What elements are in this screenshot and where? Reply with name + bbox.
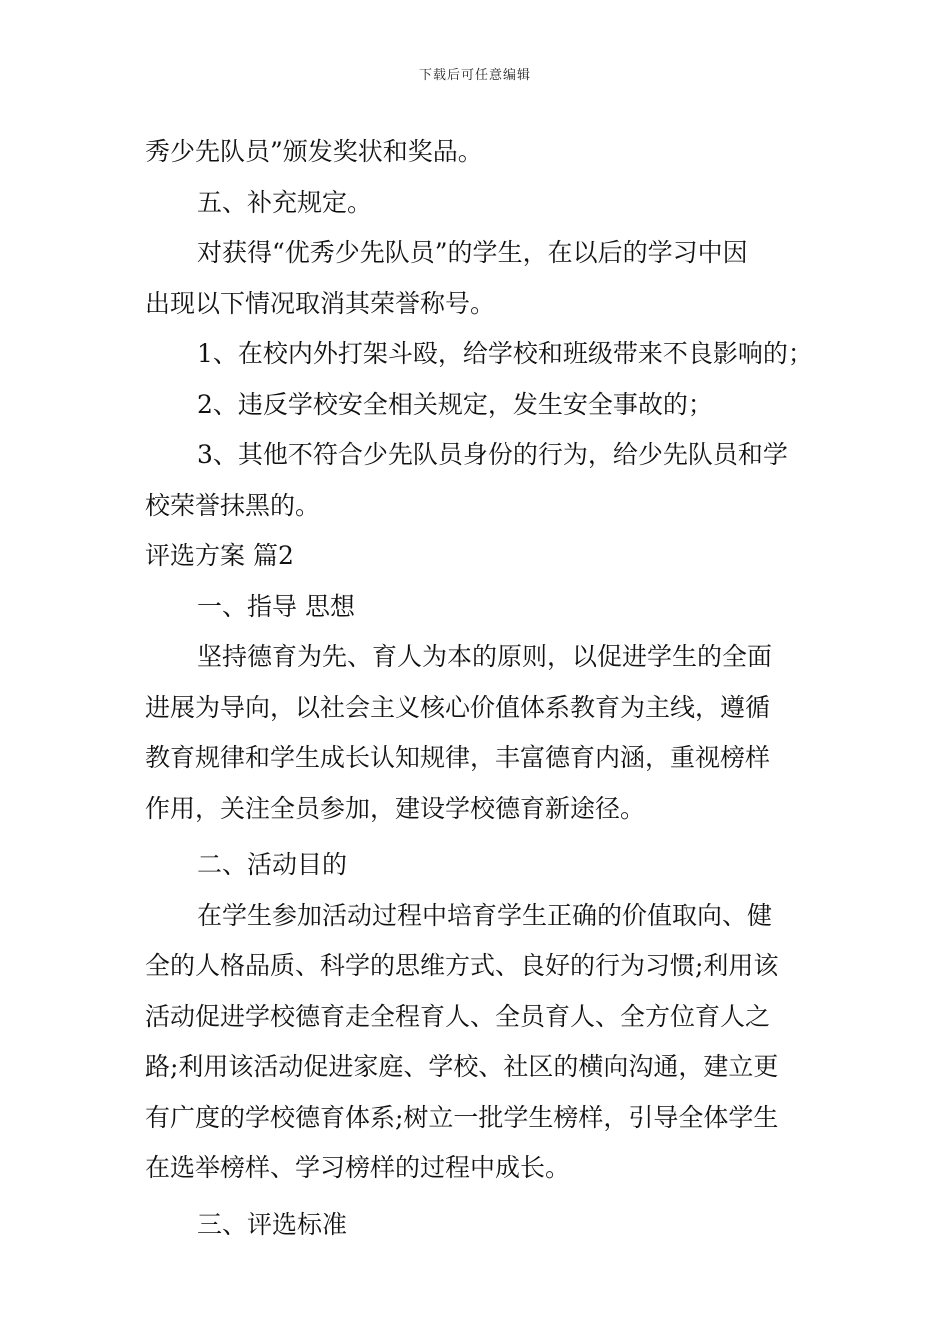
paragraph-line: 进展为导向，以社会主义核心价值体系教育为主线，遵循 xyxy=(145,692,771,722)
paragraph-line: 对获得“优秀少先队员”的学生，在以后的学习中因 xyxy=(197,238,748,267)
paragraph-line: 在选举榜样、学习榜样的过程中成长。 xyxy=(145,1153,571,1182)
paragraph-line: 作用，关注全员参加，建设学校德育新途径。 xyxy=(145,793,646,823)
section-heading: 五、补充规定。 xyxy=(197,187,373,217)
paragraph-line: 全的人格品质、科学的思维方式、良好的行为习惯;利用该 xyxy=(145,951,779,980)
paragraph-line: 活动促进学校德育走全程育人、全员育人、全方位育人之 xyxy=(145,1001,771,1031)
paragraph-line: 校荣誉抹黑的。 xyxy=(145,490,321,520)
document-title: 评选方案 篇2 xyxy=(145,541,294,570)
paragraph-line: 有广度的学校德育体系;树立一批学生榜样，引导全体学生 xyxy=(145,1102,779,1132)
paragraph-line: 秀少先队员”颁发奖状和奖品。 xyxy=(145,137,483,166)
section-heading: 三、评选标准 xyxy=(197,1209,348,1239)
section-heading: 二、活动目的 xyxy=(197,850,348,879)
paragraph-line: 出现以下情况取消其荣誉称号。 xyxy=(145,288,496,318)
list-item: 2、违反学校安全相关规定，发生安全事故的； xyxy=(197,389,713,419)
paragraph-line: 教育规律和学生成长认知规律，丰富德育内涵，重视榜样 xyxy=(145,743,771,772)
document-body xyxy=(145,127,813,1250)
paragraph-line: 坚持德育为先、育人为本的原则，以促进学生的全面 xyxy=(197,642,773,671)
paragraph-line: 在学生参加活动过程中培育学生正确的价值取向、健 xyxy=(197,900,773,930)
paragraph-line: 路;利用该活动促进家庭、学校、社区的横向沟通，建立更 xyxy=(145,1052,779,1081)
section-heading: 一、指导 思想 xyxy=(197,591,355,621)
list-item: 3、其他不符合少先队员身份的行为，给少先队员和学 xyxy=(197,440,788,469)
page-header-note: 下载后可任意编辑 xyxy=(418,68,531,83)
list-item: 1、在校内外打架斗殴，给学校和班级带来不良影响的； xyxy=(197,339,813,368)
